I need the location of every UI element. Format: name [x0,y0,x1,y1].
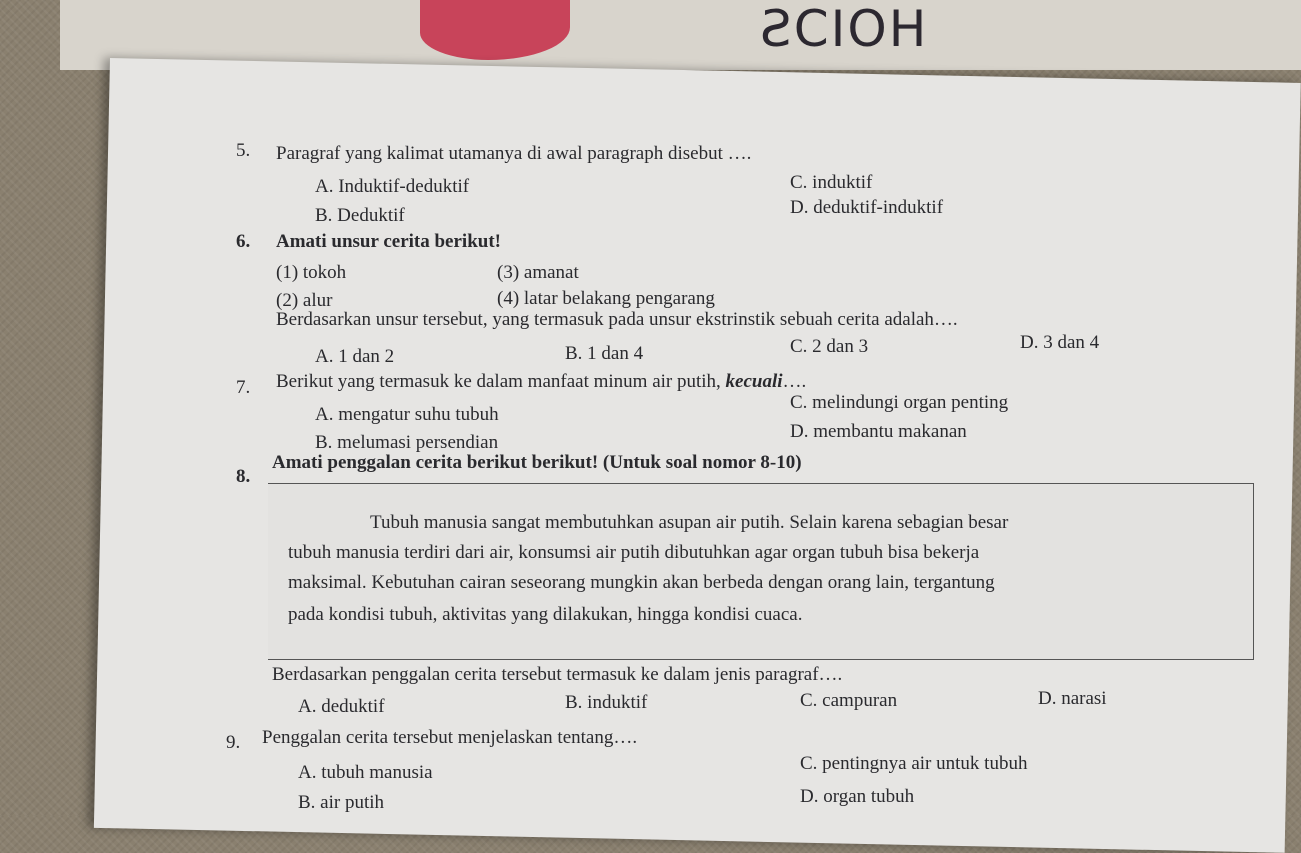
passage-line-4: pada kondisi tubuh, aktivitas yang dilakukan, hingga kondisi cuaca. [288,604,803,625]
passage-line-2: tubuh manusia terdiri dari air, konsumsi air putih dibutuhkan agar organ tubuh bisa bekerja [288,542,980,563]
background-sheet [60,0,1301,70]
q6-prompt: Berdasarkan unsur tersebut, yang termasuk pada unsur ekstrinstik sebuah cerita adalah…. [276,309,958,330]
q7-option-a: A. mengatur suhu tubuh [315,404,499,425]
q8-option-b: B. induktif [565,692,648,713]
q5-option-b: B. Deduktif [315,205,405,226]
q7-option-b: B. melumasi persendian [315,432,499,453]
q6-option-d: D. 3 dan 4 [1020,332,1100,353]
q9-option-d: D. organ tubuh [800,786,915,807]
q5-text: Paragraf yang kalimat utamanya di awal paragraph disebut …. [276,143,752,164]
q8-option-d: D. narasi [1038,688,1107,709]
q9-text: Penggalan cerita tersebut menjelaskan tentang…. [262,727,638,748]
q9-number: 9. [226,732,241,753]
q6-item-4: (4) latar belakang pengarang [497,288,715,309]
q7-text-end: …. [782,371,807,392]
passage-line-3: maksimal. Kebutuhan cairan seseorang mungkin akan berbeda dengan orang lain, tergantung [288,572,995,593]
handwritten-scrawl: ƧCIOH [760,0,929,58]
q5-option-d: D. deduktif-induktif [790,197,944,218]
q7-number: 7. [236,377,251,398]
q8-number: 8. [236,466,251,487]
q7-option-d: D. membantu makanan [790,421,967,442]
q5-option-a: A. Induktif-deduktif [315,176,470,197]
q5-number: 5. [236,140,251,161]
q7-text [276,371,806,393]
q6-option-b: B. 1 dan 4 [565,343,644,364]
q6-item-1: (1) tokoh [276,262,347,283]
q5-option-c: C. induktif [790,172,873,193]
q6-option-c: C. 2 dan 3 [790,336,869,357]
q9-option-c: C. pentingnya air untuk tubuh [800,753,1028,774]
q7-text-main: Berikut yang termasuk ke dalam manfaat minum air putih, [276,371,721,392]
q6-item-3: (3) amanat [497,262,579,283]
q8-text: Amati penggalan cerita berikut berikut! (Untuk soal nomor 8-10) [272,452,802,473]
q9-option-a: A. tubuh manusia [298,762,433,783]
q6-number: 6. [236,231,251,252]
q9-option-b: B. air putih [298,792,385,813]
q8-prompt: Berdasarkan penggalan cerita tersebut termasuk ke dalam jenis paragraf…. [272,664,843,685]
q8-option-c: C. campuran [800,690,898,711]
q6-text: Amati unsur cerita berikut! [276,231,501,252]
q6-item-2: (2) alur [276,290,333,311]
q8-option-a: A. deduktif [298,696,385,717]
q7-option-c: C. melindungi organ penting [790,392,1009,413]
q7-text-emph: kecuali [725,371,783,392]
q6-option-a: A. 1 dan 2 [315,346,395,367]
passage-line-1: Tubuh manusia sangat membutuhkan asupan air putih. Selain karena sebagian besar [370,512,1009,533]
